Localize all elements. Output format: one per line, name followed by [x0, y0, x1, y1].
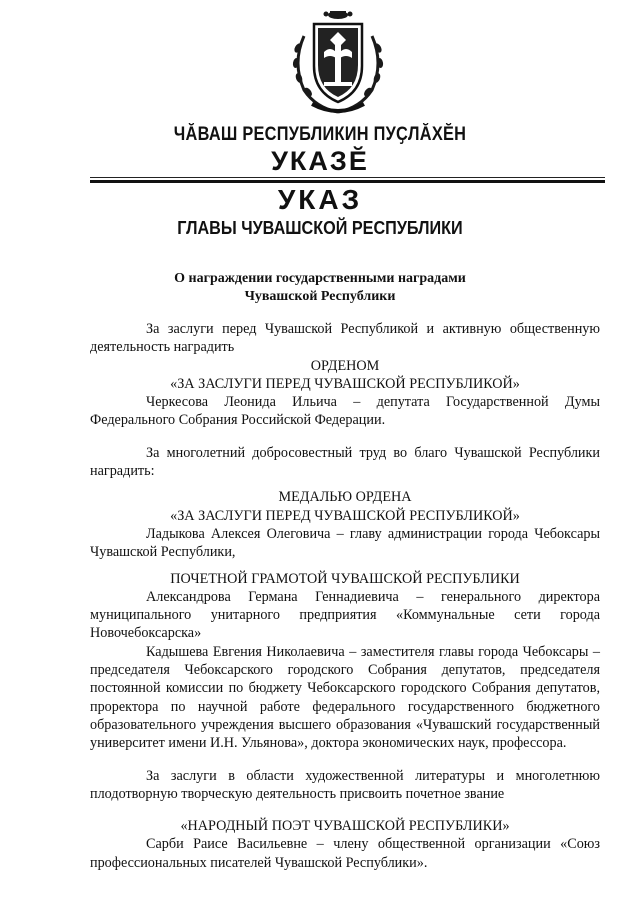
- section3-recipient2: Кадышева Евгения Николаевича – заместителя главы города Чебоксары – председателя Чебоксарского городского Собрания депутатов, председателя постоянной комиссии по бюджету Чебоксарского городского Собрания депутатов, проректора по научной работе федерального государственного бюджетного образовательного учреждения высшего образования «Чувашский государственный университет имени И.Н. Ульянова», доктора экономических наук, профессора.: [90, 643, 600, 752]
- russian-header-line2: ГЛАВЫ ЧУВАШСКОЙ РЕСПУБЛИКИ: [177, 218, 463, 238]
- section1-award-line2: «ЗА ЗАСЛУГИ ПЕРЕД ЧУВАШСКОЙ РЕСПУБЛИКОЙ»: [170, 375, 520, 392]
- section2-recipient: Ладыкова Алексея Олеговича – главу администрации города Чебоксары Чувашской Республики,: [90, 525, 600, 561]
- section4-intro: За заслуги в области художественной литературы и многолетнюю плодотворную творческую деятельность присвоить почетное звание: [90, 767, 600, 802]
- section4-recipient: Сарби Раисе Васильевне – члену общественной организации «Союз профессиональных писателей Чувашской Республики».: [90, 836, 600, 871]
- section1-recipient: Черкесова Леонида Ильича – депутата Государственной Думы Федерального Собрания Российской Федерации.: [90, 394, 600, 429]
- header-rule-thick: [90, 180, 605, 183]
- russian-header-line1: УКАЗ: [277, 184, 363, 215]
- decree-title: [0, 270, 640, 306]
- decree-body: [90, 320, 600, 872]
- decree-title-line2: Чувашской Республики: [244, 289, 396, 304]
- chuvash-header-line1: ЧĂВАШ РЕСПУБЛИКИН ПУҪЛĂХĔН: [173, 124, 467, 145]
- chuvash-header-line2: УКАЗĔ: [271, 146, 369, 176]
- section3-award: ПОЧЕТНОЙ ГРАМОТОЙ ЧУВАШСКОЙ РЕСПУБЛИКИ: [170, 570, 520, 587]
- section4-award: «НАРОДНЫЙ ПОЭТ ЧУВАШСКОЙ РЕСПУБЛИКИ»: [180, 818, 510, 835]
- section2-award-line1: МЕДАЛЬЮ ОРДЕНА: [278, 489, 412, 506]
- coat-of-arms-emblem: [286, 8, 390, 118]
- section3-recipient1: Александрова Германа Геннадиевича – генерального директора муниципального унитарного предприятия «Коммунальные сети города Новочебоксарска»: [90, 588, 600, 642]
- section1-intro: За заслуги перед Чувашской Республикой и активную общественную деятельность наградить: [90, 321, 600, 356]
- decree-title-line1: О награждении государственными наградами: [174, 271, 466, 286]
- section2-intro: За многолетний добросовестный труд во благо Чувашской Республики наградить:: [90, 444, 600, 480]
- section1-award-line1: ОРДЕНОМ: [310, 357, 380, 374]
- header-rule-thin: [90, 177, 605, 178]
- section2-award-line2: «ЗА ЗАСЛУГИ ПЕРЕД ЧУВАШСКОЙ РЕСПУБЛИКОЙ»: [170, 507, 520, 524]
